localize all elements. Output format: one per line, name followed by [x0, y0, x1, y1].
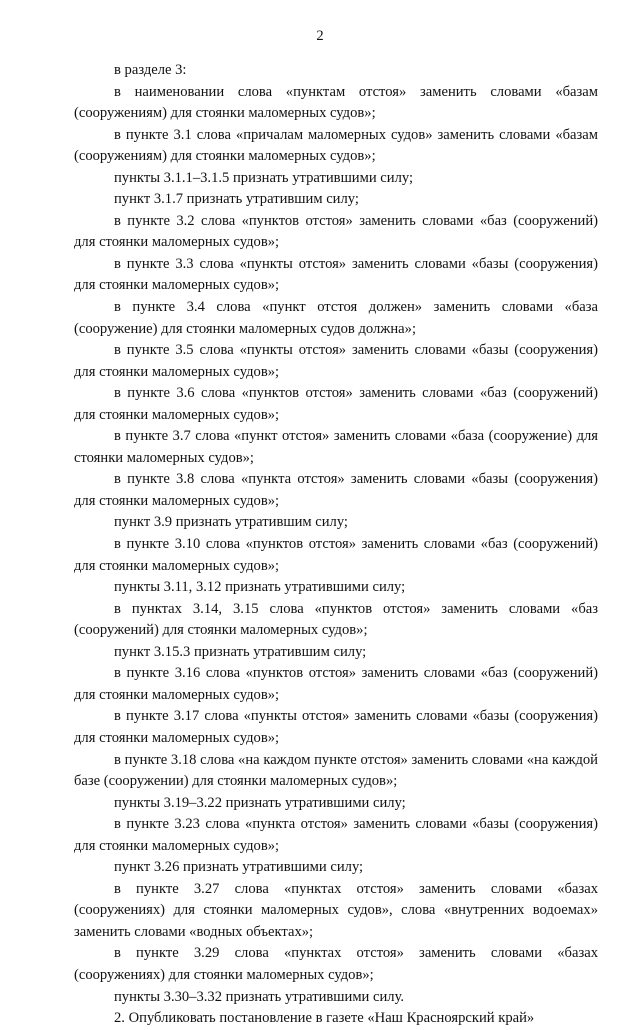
- paragraph: в пункте 3.23 слова «пункта отстоя» заменить словами «базы (сооружения) для стоянки маломерных судов»;: [74, 816, 598, 854]
- paragraph: в пункте 3.3 слова «пункты отстоя» заменить словами «базы (сооружения) для стоянки маломерных судов»;: [74, 255, 598, 294]
- paragraph: в пункте 3.1 слова «причалам маломерных судов» заменить словами «базам (сооружениям) для стоянки маломерных судов»;: [74, 126, 598, 165]
- paragraph: в пункте 3.8 слова «пункта отстоя» заменить словами «базы (сооружения) для стоянки маломерных судов»;: [74, 471, 598, 509]
- paragraph: в пунктах 3.14, 3.15 слова «пунктов отстоя» заменить словами «баз (сооружений) для стоянки маломерных судов»;: [74, 600, 598, 639]
- paragraph: в разделе 3:: [114, 62, 187, 78]
- paragraph: в наименовании слова «пунктам отстоя» заменить словами «базам (сооружениям) для стоянки маломерных судов»;: [74, 83, 598, 122]
- paragraph: в пункте 3.2 слова «пунктов отстоя» заменить словами «баз (сооружений) для стоянки маломерных судов»;: [74, 212, 598, 251]
- paragraph: в пункте 3.7 слова «пункт отстоя» заменить словами «база (сооружение) для стоянки маломерных судов»;: [74, 428, 598, 466]
- document-body: [74, 60, 598, 1030]
- paragraph: в пункте 3.27 слова «пунктах отстоя» заменить словами «базах (сооружениях) для стоянки маломерных судов», слова «внутренних водоемах» заменить словами «водных объектах»;: [74, 880, 598, 940]
- paragraph: в пункте 3.18 слова «на каждом пункте отстоя» заменить словами «на каждой базе (сооружении) для стоянки маломерных судов»;: [74, 751, 598, 790]
- paragraph: пункты 3.19–3.22 признать утратившими силу;: [114, 794, 406, 811]
- paragraph: в пункте 3.16 слова «пунктов отстоя» заменить словами «баз (сооружений) для стоянки маломерных судов»;: [74, 665, 598, 703]
- paragraph: 2. Опубликовать постановление в газете «Наш Красноярский край»: [114, 1010, 535, 1027]
- paragraph: в пункте 3.10 слова «пунктов отстоя» заменить словами «баз (сооружений) для стоянки маломерных судов»;: [74, 536, 598, 574]
- paragraph: в пункте 3.17 слова «пункты отстоя» заменить словами «базы (сооружения) для стоянки маломерных судов»;: [74, 708, 598, 746]
- paragraph: в пункте 3.6 слова «пунктов отстоя» заменить словами «баз (сооружений) для стоянки маломерных судов»;: [74, 385, 598, 423]
- paragraph: пункты 3.1.1–3.1.5 признать утратившими силу;: [114, 169, 414, 186]
- paragraph: пункты 3.30–3.32 признать утратившими силу.: [114, 988, 405, 1005]
- paragraph: пункт 3.15.3 признать утратившим силу;: [114, 643, 367, 660]
- paragraph: в пункте 3.5 слова «пункты отстоя» заменить словами «базы (сооружения) для стоянки маломерных судов»;: [74, 342, 598, 380]
- paragraph: в пункте 3.29 слова «пунктах отстоя» заменить словами «базах (сооружениях) для стоянки маломерных судов»;: [74, 945, 598, 983]
- paragraph: пункт 3.26 признать утратившими силу;: [114, 859, 364, 876]
- paragraph: пункт 3.1.7 признать утратившим силу;: [114, 191, 359, 208]
- paragraph: в пункте 3.4 слова «пункт отстоя должен» заменить словами «база (сооружение) для стоянки маломерных судов должна»;: [74, 299, 598, 337]
- paragraph: пункт 3.9 признать утратившим силу;: [114, 514, 348, 531]
- paragraph: пункты 3.11, 3.12 признать утратившими силу;: [114, 579, 406, 596]
- page-number: 2: [316, 28, 324, 44]
